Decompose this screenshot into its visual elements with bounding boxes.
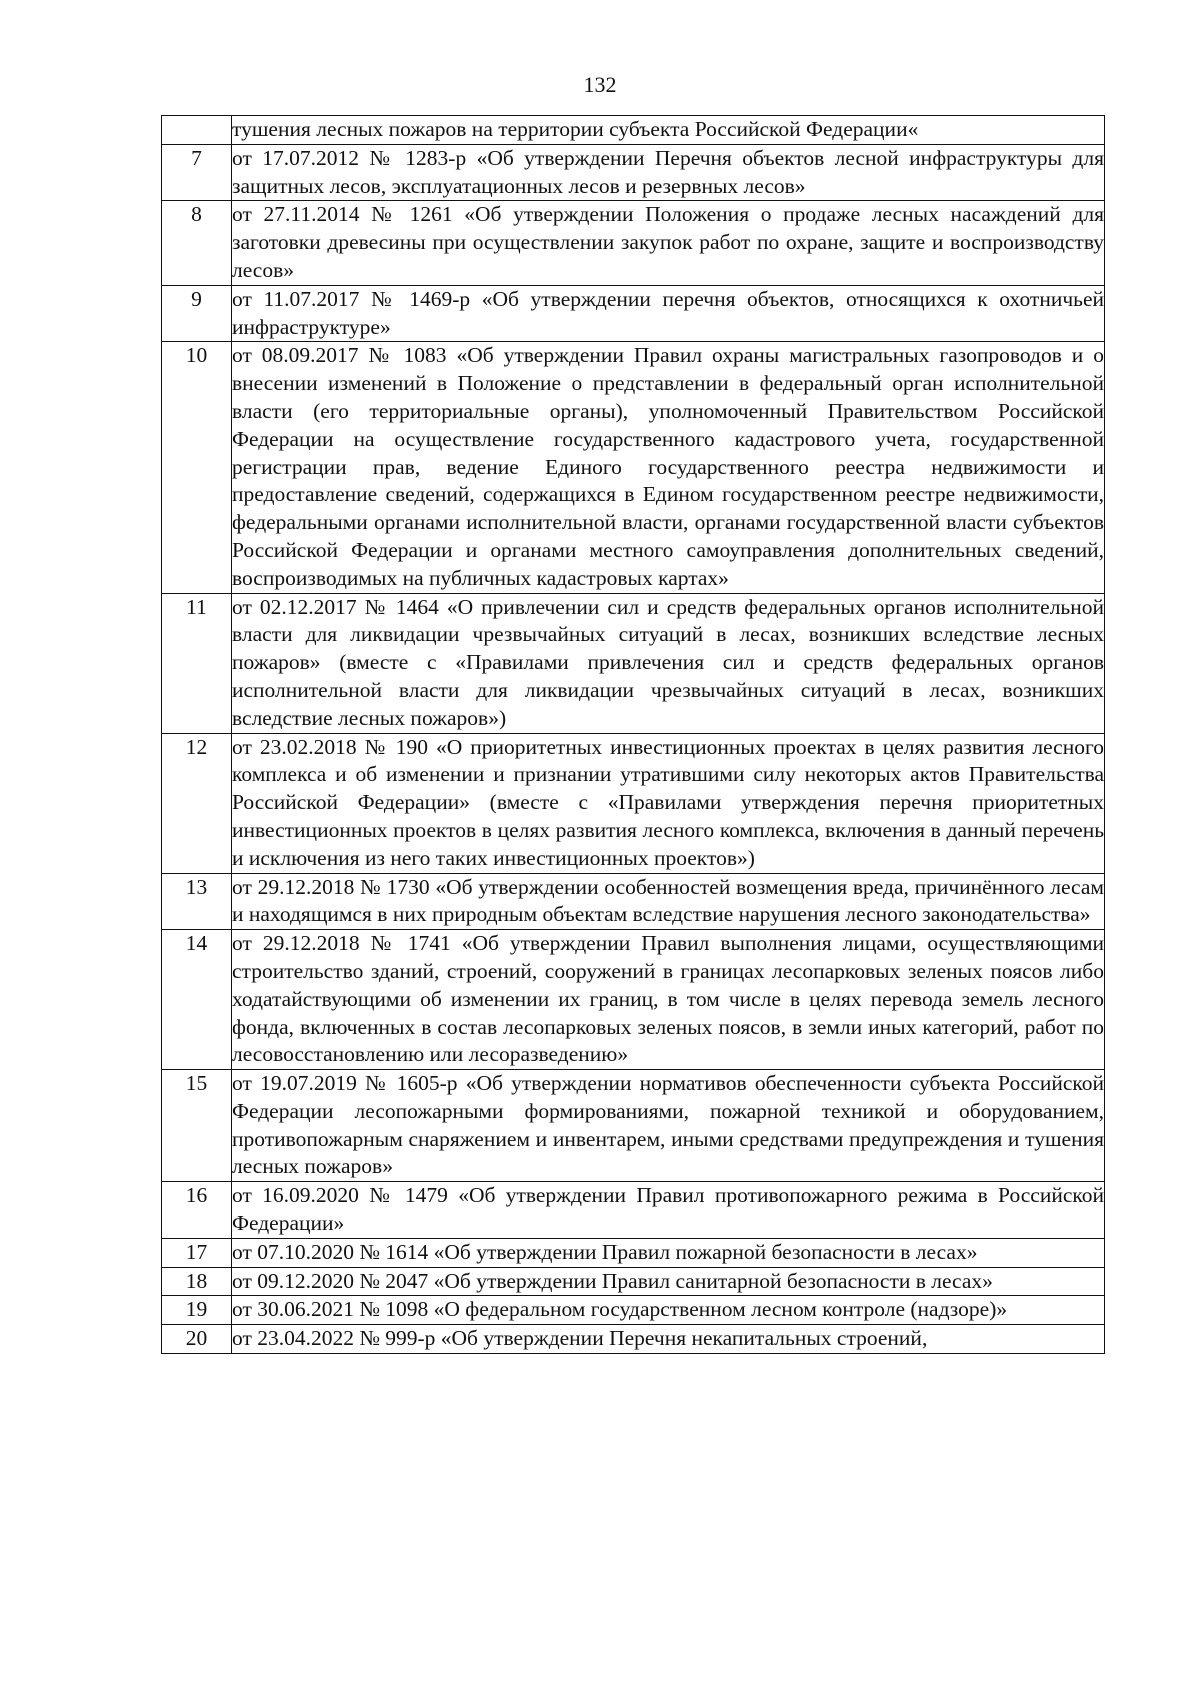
table-row: [162, 342, 1105, 593]
row-number: 13: [162, 873, 232, 930]
table-row: [162, 1296, 1105, 1325]
row-number: 9: [162, 285, 232, 342]
row-text: от 29.12.2018 № 1730 «Об утверждении особенностей возмещения вреда, причинённого лесам и находящимся в них природным объектам вследствие нарушения лесного законодательства»: [232, 873, 1105, 930]
row-number: 8: [162, 201, 232, 285]
row-number: 7: [162, 144, 232, 201]
table-row: [162, 285, 1105, 342]
row-text: от 09.12.2020 № 2047 «Об утверждении Правил санитарной безопасности в лесах»: [232, 1267, 1105, 1296]
row-text: от 30.06.2021 № 1098 «О федеральном государственном лесном контроле (надзоре)»: [232, 1296, 1105, 1325]
regulations-table: [161, 115, 1105, 1354]
table-row: [162, 1267, 1105, 1296]
row-text: от 23.04.2022 № 999-р «Об утверждении Перечня некапитальных строений,: [232, 1325, 1105, 1354]
row-number: 19: [162, 1296, 232, 1325]
page-number: 132: [583, 72, 617, 97]
row-text: от 02.12.2017 № 1464 «О привлечении сил и средств федеральных органов исполнительной власти для ликвидации чрезвычайных ситуаций в лесах, возникших вследствие лесных пожаров» (вместе с «Правилами привлечения сил и средств федеральных органов исполнительной власти для ликвидации чрезвычайных ситуаций в лесах, возникших вследствие лесных пожаров»): [232, 593, 1105, 733]
row-number: 16: [162, 1182, 232, 1239]
row-text: от 16.09.2020 № 1479 «Об утверждении Правил противопожарного режима в Российской Федерации»: [232, 1182, 1105, 1239]
table-row: [162, 1238, 1105, 1267]
row-number: 17: [162, 1238, 232, 1267]
row-text: от 23.02.2018 № 190 «О приоритетных инвестиционных проектах в целях развития лесного комплекса и об изменении и признании утратившими силу некоторых актов Правительства Российской Федерации» (вместе с «Правилами утверждения перечня приоритетных инвестиционных проектов в целях развития лесного комплекса, включения в данный перечень и исключения из него таких инвестиционных проектов»): [232, 733, 1105, 873]
row-number: 11: [162, 593, 232, 733]
row-number: [162, 116, 232, 145]
row-text: от 08.09.2017 № 1083 «Об утверждении Правил охраны магистральных газопроводов и о внесении изменений в Положение о представлении в федеральный орган исполнительной власти (его территориальные органы), уполномоченный Правительством Российской Федерации на осуществление государственного кадастрового учета, государственной регистрации прав, ведение Единого государственного реестра недвижимости и предоставление сведений, содержащихся в Едином государственном реестре недвижимости, федеральными органами исполнительной власти, органами государственной власти субъектов Российской Федерации и органами местного самоуправления дополнительных сведений, воспроизводимых на публичных кадастровых картах»: [232, 342, 1105, 593]
table-row: [162, 733, 1105, 873]
row-number: 15: [162, 1070, 232, 1182]
row-number: 12: [162, 733, 232, 873]
row-number: 20: [162, 1325, 232, 1354]
table-row: [162, 873, 1105, 930]
table-row: [162, 1070, 1105, 1182]
row-text: от 19.07.2019 № 1605-р «Об утверждении нормативов обеспеченности субъекта Российской Федерации лесопожарными формированиями, пожарной техникой и оборудованием, противопожарным снаряжением и инвентарем, иными средствами предупреждения и тушения лесных пожаров»: [232, 1070, 1105, 1182]
row-text: от 17.07.2012 № 1283-р «Об утверждении Перечня объектов лесной инфраструктуры для защитных лесов, эксплуатационных лесов и резервных лесов»: [232, 144, 1105, 201]
row-number: 10: [162, 342, 232, 593]
table-row: [162, 116, 1105, 145]
table-row: [162, 930, 1105, 1070]
row-text: от 27.11.2014 № 1261 «Об утверждении Положения о продаже лесных насаждений для заготовки древесины при осуществлении закупок работ по охране, защите и воспроизводству лесов»: [232, 201, 1105, 285]
table-row: [162, 1182, 1105, 1239]
table-row: [162, 593, 1105, 733]
row-number: 18: [162, 1267, 232, 1296]
row-text: от 29.12.2018 № 1741 «Об утверждении Правил выполнения лицами, осуществляющими строительство зданий, строений, сооружений в границах лесопарковых зеленых поясов либо ходатайствующими об изменении их границ, в том числе в целях перевода земель лесного фонда, включенных в состав лесопарковых зеленых поясов, в земли иных категорий, работ по лесовосстановлению или лесоразведению»: [232, 930, 1105, 1070]
row-text: от 11.07.2017 № 1469-р «Об утверждении перечня объектов, относящихся к охотничьей инфраструктуре»: [232, 285, 1105, 342]
table-row: [162, 201, 1105, 285]
table-row: [162, 1325, 1105, 1354]
row-text: от 07.10.2020 № 1614 «Об утверждении Правил пожарной безопасности в лесах»: [232, 1238, 1105, 1267]
table-row: [162, 144, 1105, 201]
row-text: тушения лесных пожаров на территории субъекта Российской Федерации«: [232, 116, 1105, 145]
row-number: 14: [162, 930, 232, 1070]
